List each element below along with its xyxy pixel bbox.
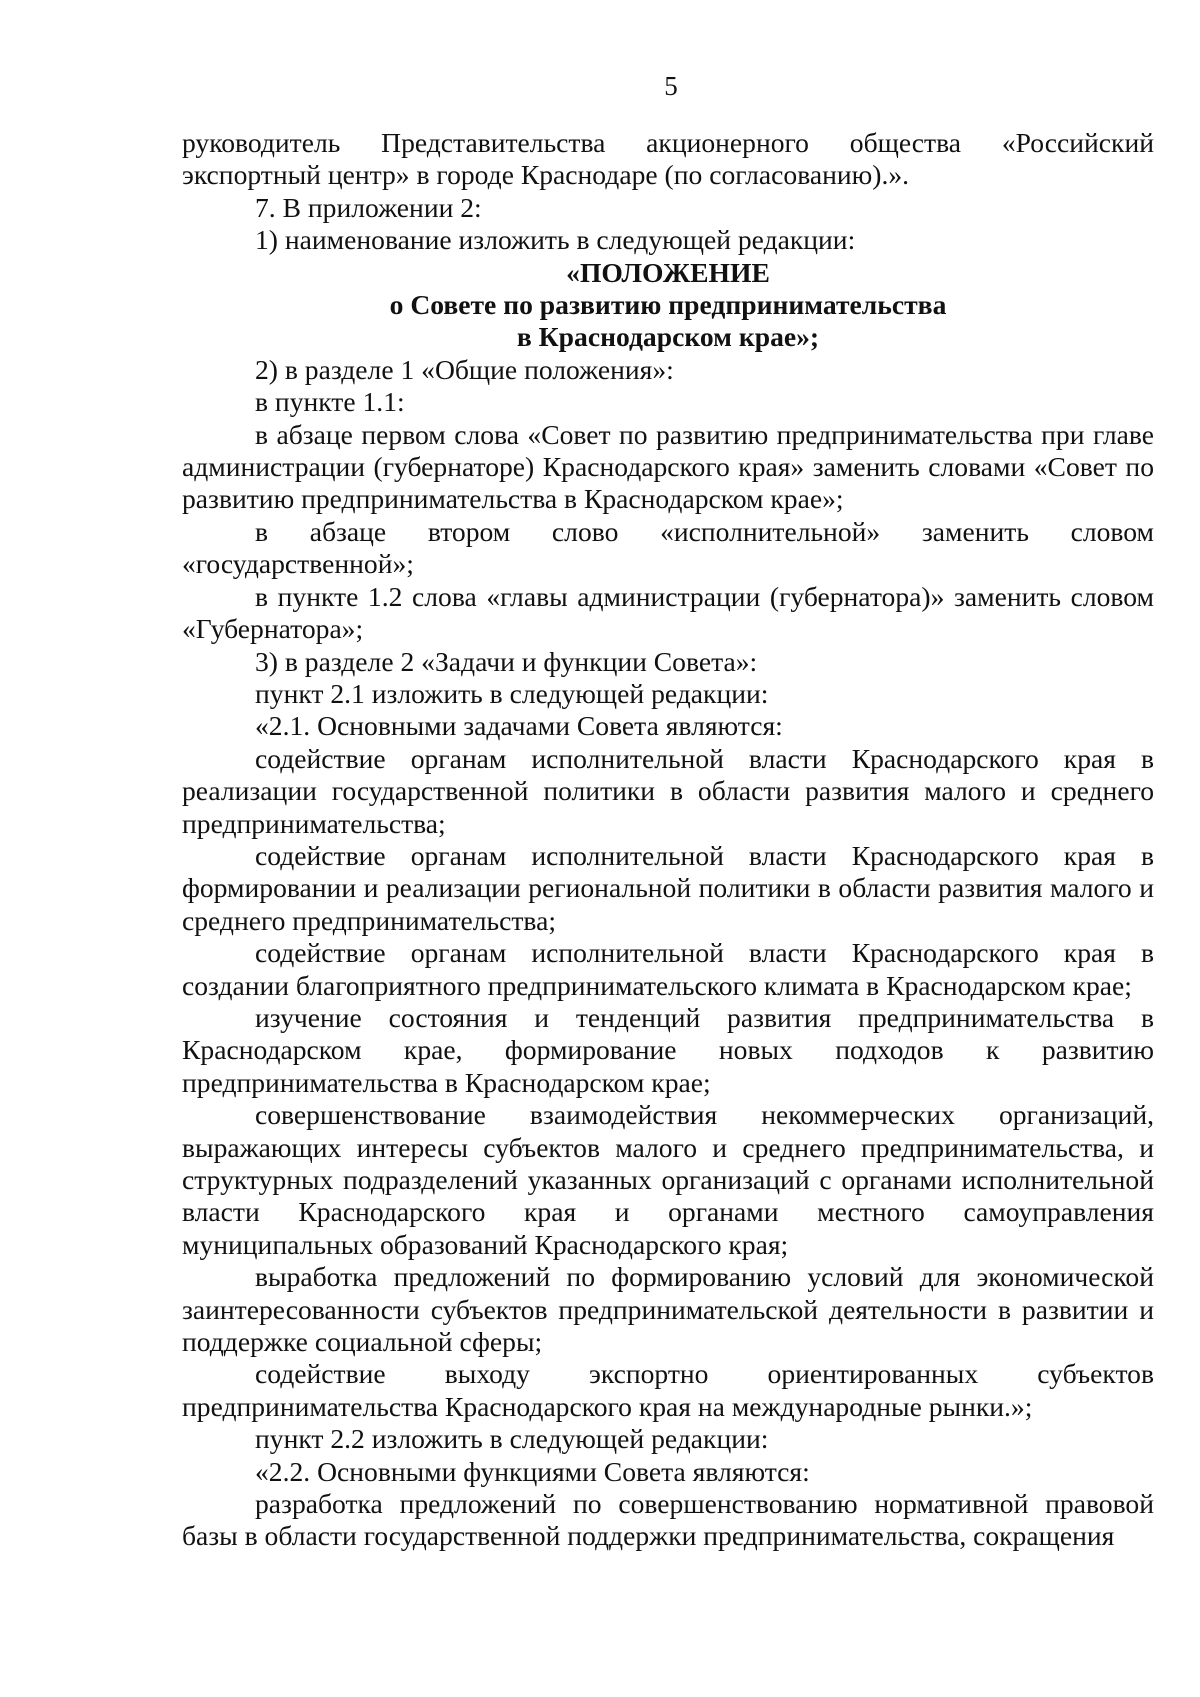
paragraph-continuation: руководитель Представительства акционерного общества «Российский экспортный центр» в городе Краснодаре (по согласованию).».: [182, 127, 1154, 191]
paragraph: содействие органам исполнительной власти Краснодарского края в реализации государственной политики в области развития малого и среднего предпринимательства;: [182, 742, 1154, 839]
paragraph-point-1-1: в пункте 1.1:: [255, 386, 405, 418]
paragraph-subitem-2: 2) в разделе 1 «Общие положения»:: [255, 353, 674, 385]
paragraph-subitem-3: 3) в разделе 2 «Задачи и функции Совета»:: [255, 645, 758, 677]
paragraph-subitem-1: 1) наименование изложить в следующей редакции:: [255, 224, 856, 256]
document-body: [182, 127, 1154, 1553]
paragraph: выработка предложений по формированию условий для экономической заинтересованности субъектов предпринимательской деятельности в развитии и поддержке социальной сферы;: [182, 1261, 1154, 1358]
regulation-title: «ПОЛОЖЕНИЕ: [566, 256, 770, 288]
paragraph: в абзаце втором слово «исполнительной» заменить словом «государственной»;: [182, 515, 1154, 580]
paragraph: совершенствование взаимодействия некоммерческих организаций, выражающих интересы субъектов малого и среднего предпринимательства, и структурных подразделений указанных организаций с органами исполнительной власти Краснодарского края и органами местного самоуправления муниципальных образований Краснодарского края;: [182, 1099, 1154, 1260]
regulation-title-line-2: о Совете по развитию предпринимательства: [389, 289, 947, 321]
regulation-title-line-3: в Краснодарском крае»;: [516, 321, 820, 353]
paragraph: в пункте 1.2 слова «главы администрации (губернатора)» заменить словом «Губернатора»;: [182, 580, 1154, 645]
paragraph: содействие выходу экспортно ориентированных субъектов предпринимательства Краснодарского края на международные рынки.»;: [182, 1358, 1154, 1422]
paragraph: изучение состояния и тенденций развития предпринимательства в Краснодарском крае, формирование новых подходов к развитию предпринимательства в Краснодарском крае;: [182, 1001, 1154, 1098]
paragraph: разработка предложений по совершенствованию нормативной правовой базы в области государственной поддержки предпринимательства, сокращения: [182, 1488, 1154, 1552]
paragraph: пункт 2.2 изложить в следующей редакции:: [255, 1423, 769, 1455]
paragraph: пункт 2.1 изложить в следующей редакции:: [255, 677, 769, 709]
paragraph: содействие органам исполнительной власти Краснодарского края в создании благоприятного предпринимательского климата в Краснодарском крае;: [182, 937, 1154, 1001]
paragraph: в абзаце первом слова «Совет по развитию предпринимательства при главе администрации (губернаторе) Краснодарского края» заменить словами «Совет по развитию предпринимательства в Краснодарском крае»;: [182, 418, 1154, 515]
paragraph-item-7: 7. В приложении 2:: [255, 191, 482, 223]
page-number: 5: [664, 71, 678, 101]
paragraph: содействие органам исполнительной власти Краснодарского края в формировании и реализации региональной политики в области развития малого и среднего предпринимательства;: [182, 839, 1154, 936]
paragraph-point-2-2: «2.2. Основными функциями Совета являются:: [255, 1455, 810, 1487]
paragraph-point-2-1: «2.1. Основными задачами Совета являются:: [255, 710, 783, 742]
